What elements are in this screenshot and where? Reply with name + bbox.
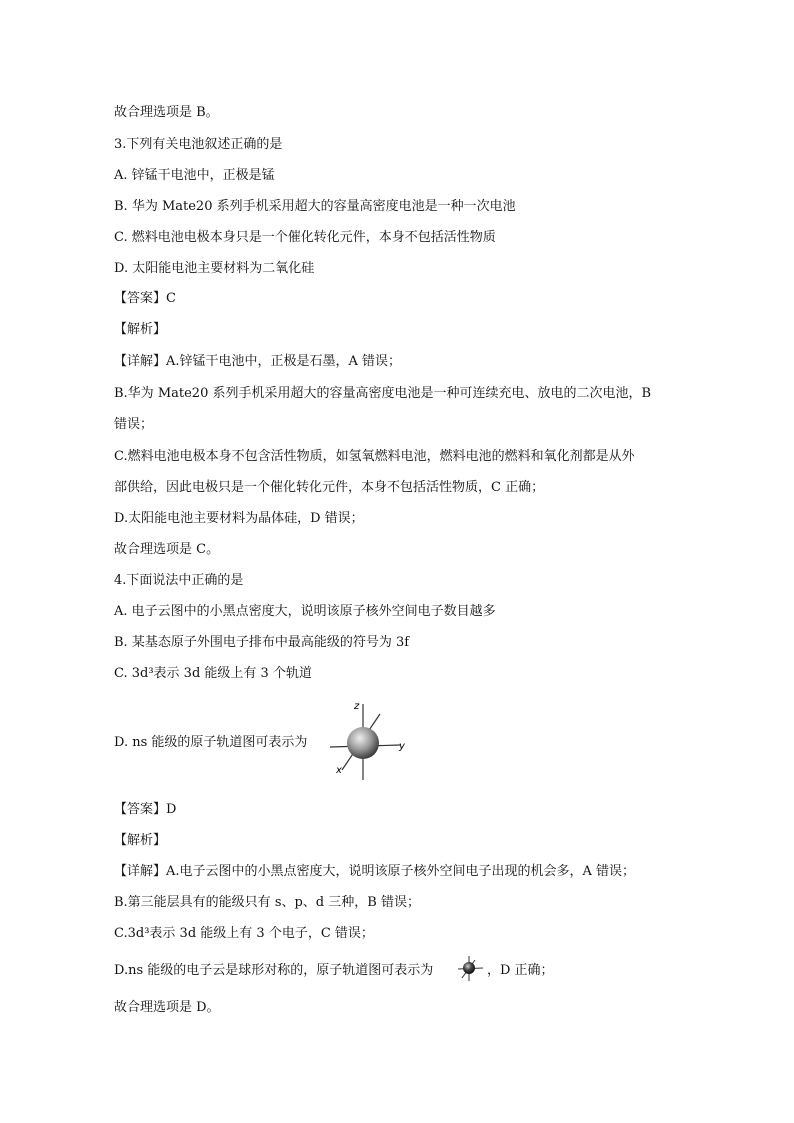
line-19: C. 3d³表示 3d 能级上有 3 个轨道 xyxy=(114,666,312,681)
line-24: B.第三能层具有的能级只有 s、p、d 三种，B 错误； xyxy=(114,895,420,910)
line-25: C.3d³表示 3d 能级上有 3 个电子，C 错误； xyxy=(114,926,374,941)
line-2: 3.下列有关电池叙述正确的是 xyxy=(114,137,283,152)
line-20: D. ns 能级的原子轨道图可表示为 xyxy=(114,735,308,750)
line-23: 【详解】A.电子云图中的小黑点密度大，说明该原子核外空间电子出现的机会多，A 错误； xyxy=(114,864,636,879)
line-22: 【解析】 xyxy=(114,833,167,848)
z-axis-label: z xyxy=(354,701,360,712)
line-4: B. 华为 Mate20 系列手机采用超大的容量高密度电池是一种一次电池 xyxy=(114,199,516,214)
line-12: C.燃料电池电极本身不包含活性物质，如氢氧燃料电池，燃料电池的燃料和氧化剂都是从外 xyxy=(114,449,635,464)
line-5: C. 燃料电池电极本身只是一个催化转化元件，本身不包括活性物质 xyxy=(114,230,496,245)
line-10: B.华为 Mate20 系列手机采用超大的容量高密度电池是一种可连续充电、放电的二次电池，B xyxy=(114,386,652,401)
line-16: 4.下面说法中正确的是 xyxy=(114,573,244,588)
line-3: A. 锌锰干电池中，正极是锰 xyxy=(114,168,275,183)
line-28: 故合理选项是 D。 xyxy=(114,1000,220,1015)
line-6: D. 太阳能电池主要材料为二氧化硅 xyxy=(114,261,315,276)
s-orbital-diagram-small xyxy=(455,954,487,982)
line-27: ，D 正确； xyxy=(487,963,554,978)
line-8: 【解析】 xyxy=(114,322,167,337)
line-26: D.ns 能级的电子云是球形对称的，原子轨道图可表示为 xyxy=(114,963,434,978)
line-9: 【详解】A.锌锰干电池中，正极是石墨，A 错误； xyxy=(114,354,402,369)
line-21: 【答案】D xyxy=(114,802,177,817)
line-13: 部供给，因此电极只是一个催化转化元件，本身不包括活性物质，C 正确； xyxy=(114,480,545,495)
x-axis-label: x xyxy=(336,765,342,776)
y-axis-label: y xyxy=(399,741,405,752)
line-18: B. 某基态原子外围电子排布中最高能级的符号为 3f xyxy=(114,635,410,650)
line-7: 【答案】C xyxy=(114,291,176,306)
line-15: 故合理选项是 C。 xyxy=(114,542,220,557)
line-17: A. 电子云图中的小黑点密度大，说明该原子核外空间电子数目越多 xyxy=(114,604,496,619)
line-11: 错误； xyxy=(114,417,154,432)
s-orbital-diagram xyxy=(320,698,420,780)
line-1: 故合理选项是 B。 xyxy=(114,105,219,120)
line-14: D.太阳能电池主要材料为晶体硅，D 错误； xyxy=(114,511,364,526)
